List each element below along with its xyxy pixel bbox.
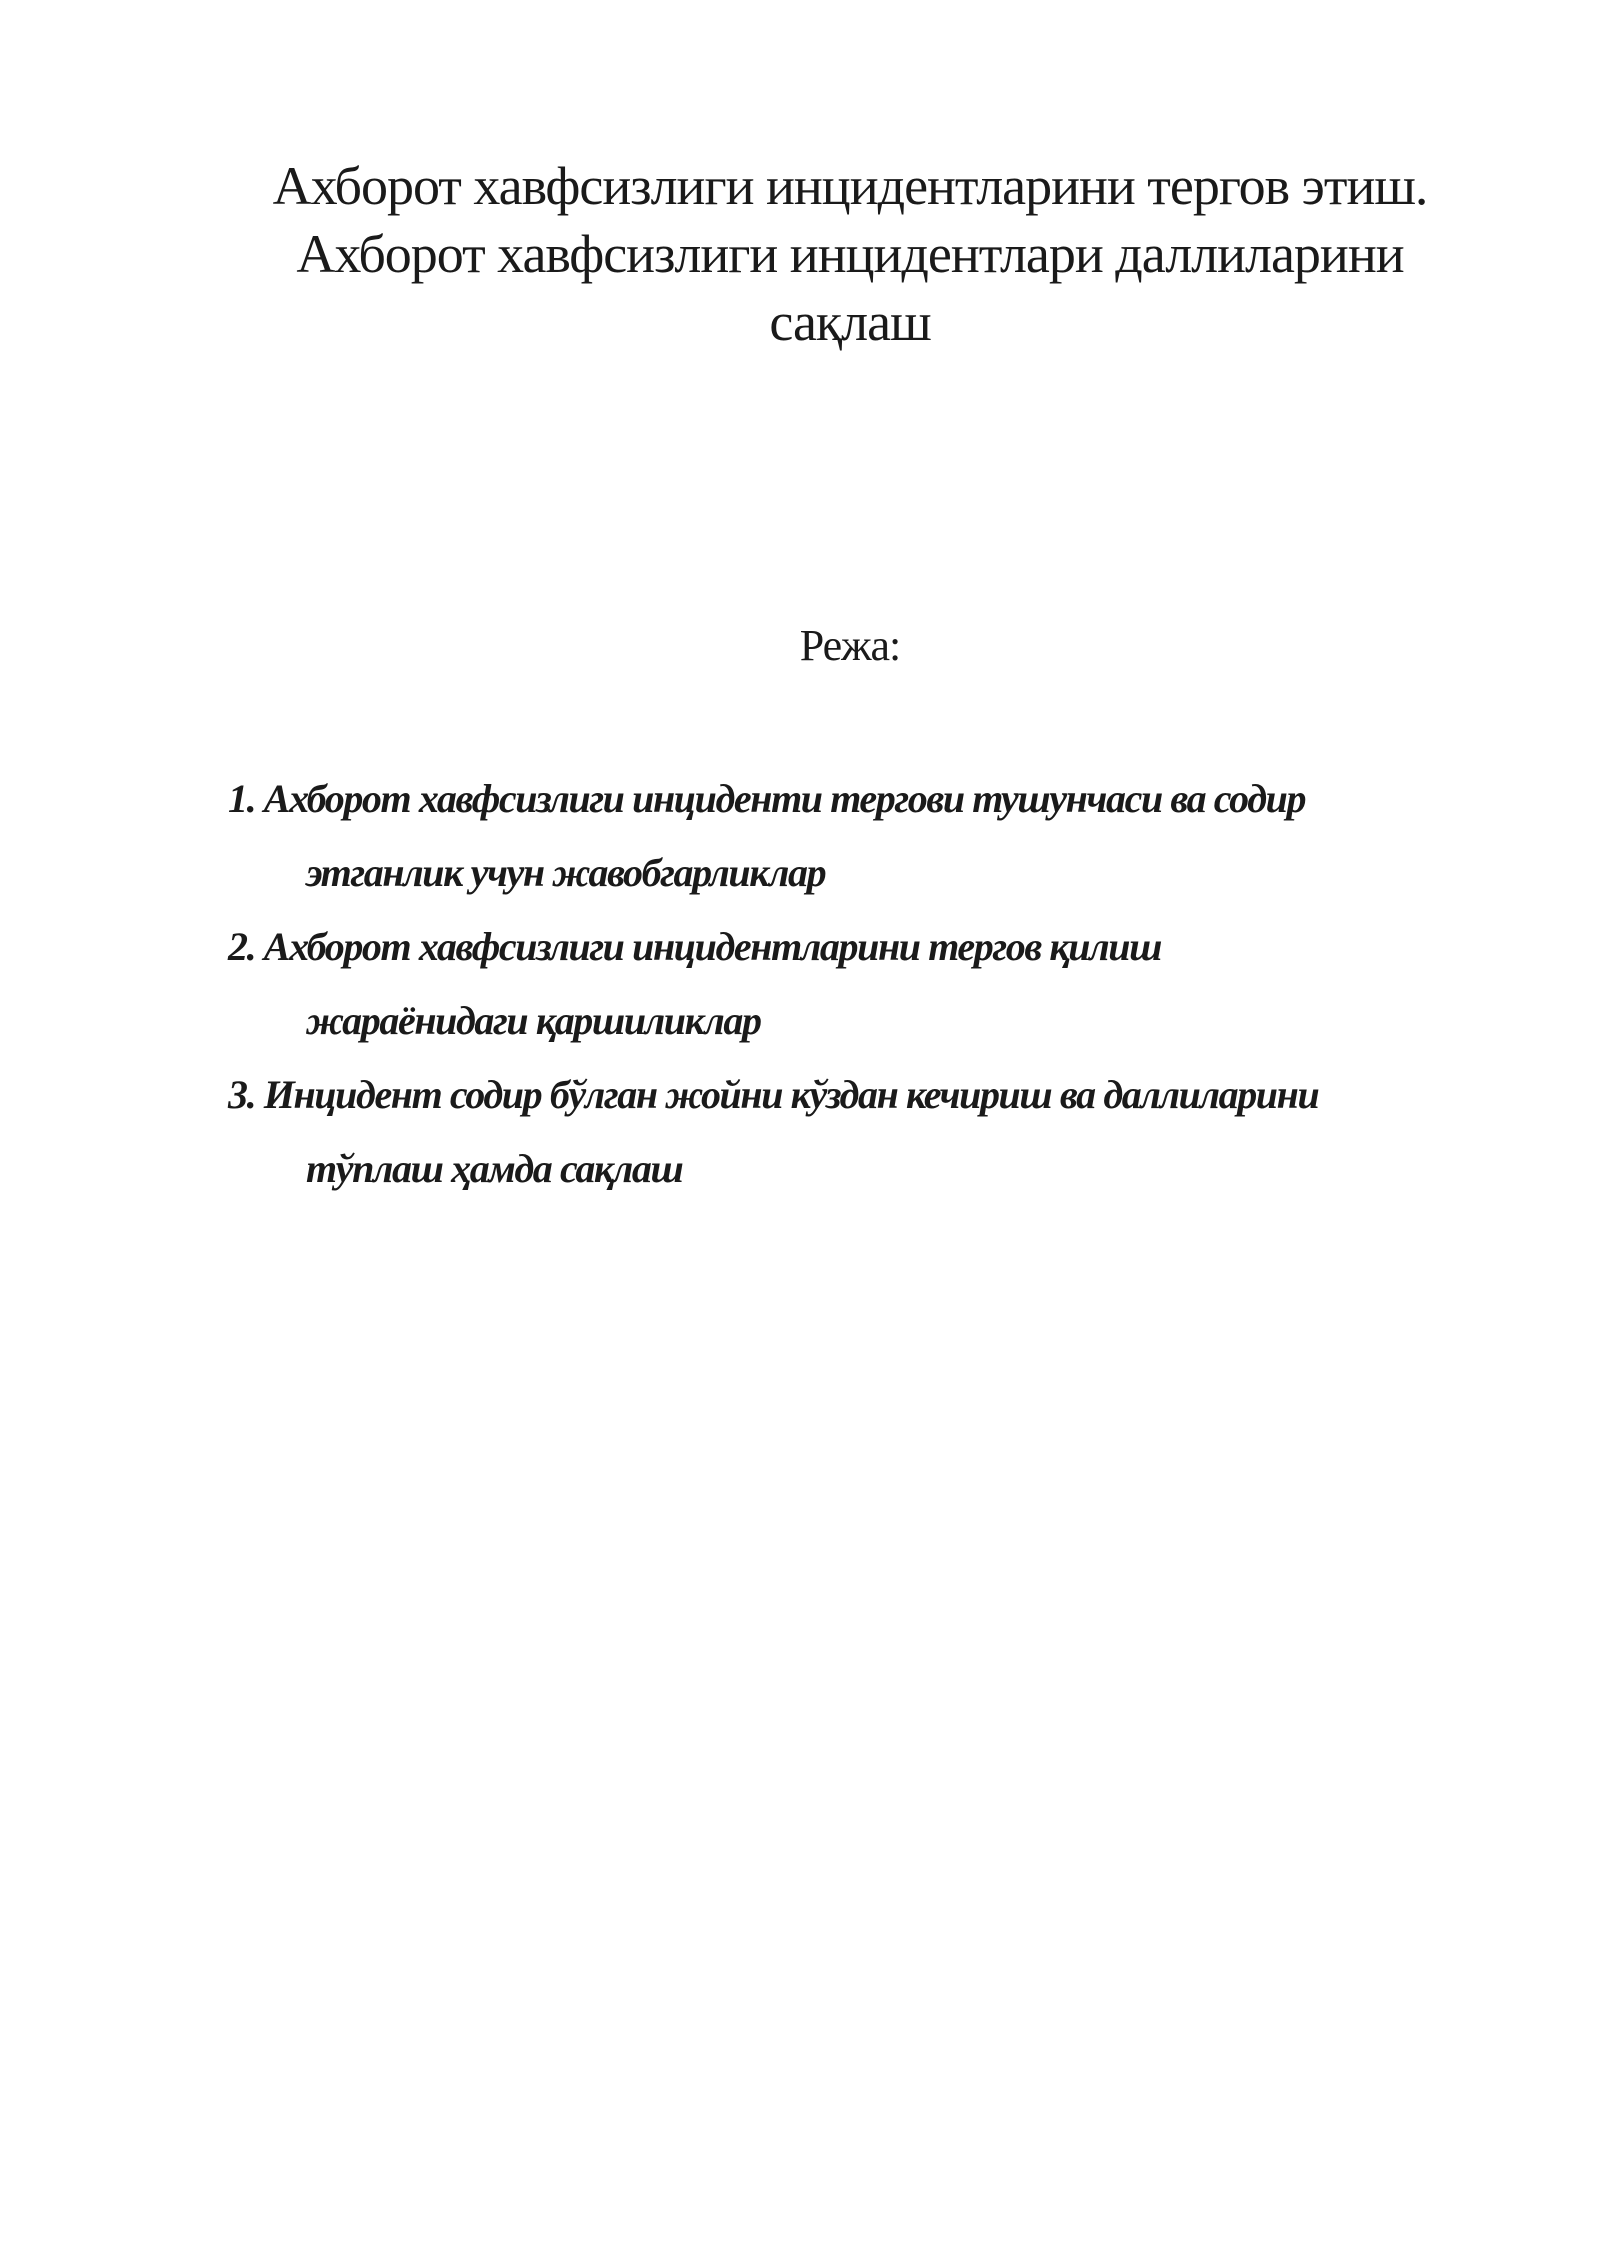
plan-item-line: жараёнидаги қаршиликлар <box>306 998 761 1043</box>
plan-heading: Режа: <box>799 621 901 670</box>
plan-item-line: 1. Ахборот хавфсизлиги инциденти тергови тушунчаси ва содир <box>228 776 1306 821</box>
plan-item-line: тўплаш ҳамда сақлаш <box>306 1146 683 1191</box>
plan-item-3 <box>228 1058 1478 1206</box>
document-title-line: сақлаш <box>769 292 931 352</box>
document-title-line: Ахборот хавфсизлиги инцидентларини тергов этиш. <box>272 156 1428 216</box>
plan-item-line: 3. Инцидент содир бўлган жойни кўздан кечириш ва даллиларини <box>228 1072 1319 1117</box>
plan-item-1 <box>228 762 1478 910</box>
document-title <box>200 152 1500 356</box>
plan-item-line: 2. Ахборот хавфсизлиги инцидентларини тергов қилиш <box>228 924 1162 969</box>
plan-item-line: этганлик учун жавобгарликлар <box>306 850 826 895</box>
plan-item-2 <box>228 910 1478 1058</box>
document-title-line: Ахборот хавфсизлиги инцидентлари даллиларини <box>296 224 1404 284</box>
plan-list <box>228 762 1478 1206</box>
